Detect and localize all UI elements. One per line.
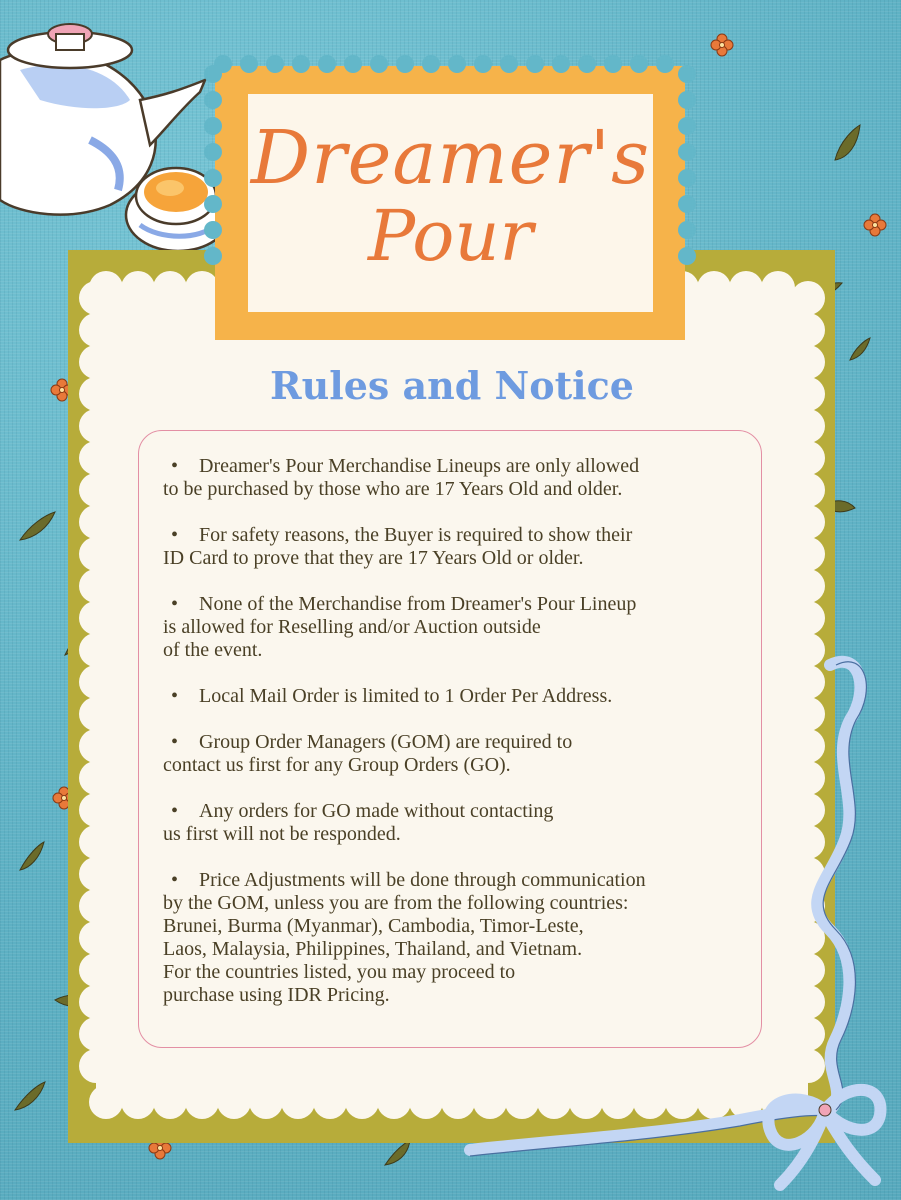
bullet-icon: • — [171, 593, 179, 615]
rule-text-line: contact us first for any Group Orders (GO). — [163, 754, 511, 776]
rule-text-line: to be purchased by those who are 17 Years Old and older. — [163, 478, 623, 500]
page-title: Rules and Notice — [270, 363, 634, 408]
bullet-icon: • — [171, 685, 179, 707]
rule-text-line: us first will not be responded. — [163, 823, 401, 845]
bullet-icon: • — [171, 869, 179, 891]
rule-text-line: For the countries listed, you may proceed to — [163, 961, 516, 983]
rule-text-line: • For safety reasons, the Buyer is required to show their — [163, 524, 748, 547]
rule-text-line: • Any orders for GO made without contacting — [163, 800, 748, 823]
bullet-icon: • — [171, 731, 179, 753]
rule-text-line: • Price Adjustments will be done through communication — [163, 869, 748, 892]
logo-title-line1: Dreamer's — [250, 115, 651, 201]
rule-text-line: • Local Mail Order is limited to 1 Order Per Address. — [163, 685, 748, 708]
rule-text-line: • None of the Merchandise from Dreamer's Pour Lineup — [163, 593, 748, 616]
bullet-icon: • — [171, 524, 179, 546]
rule-text-line: is allowed for Reselling and/or Auction outside — [163, 616, 541, 638]
logo-title-line2: Pour — [368, 195, 533, 277]
rule-text-line: by the GOM, unless you are from the following countries: — [163, 892, 629, 914]
bullet-icon: • — [171, 800, 179, 822]
rule-text-line: ID Card to prove that they are 17 Years Old or older. — [163, 547, 584, 569]
rule-text-line: • Group Order Managers (GOM) are required to — [163, 731, 748, 754]
rule-text-line: of the event. — [163, 639, 263, 661]
bullet-icon: • — [171, 455, 179, 477]
rule-text-line: Brunei, Burma (Myanmar), Cambodia, Timor-Leste, — [163, 915, 584, 937]
rule-text-line: purchase using IDR Pricing. — [163, 984, 390, 1006]
rule-text-line: • Dreamer's Pour Merchandise Lineups are only allowed — [163, 455, 748, 478]
rule-text-line: Laos, Malaysia, Philippines, Thailand, and Vietnam. — [163, 938, 583, 960]
